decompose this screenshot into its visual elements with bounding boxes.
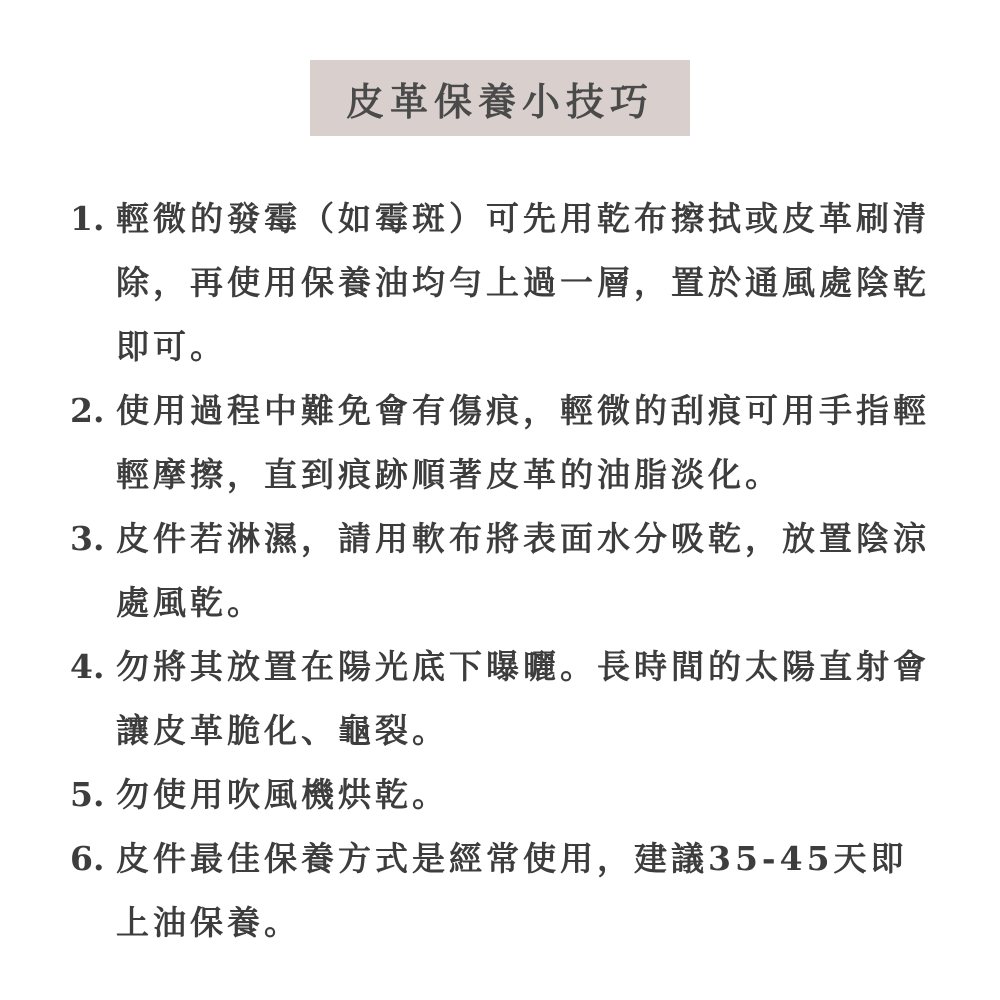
tip-text: 勿使用吹風機烘乾。	[116, 775, 449, 814]
tips-list	[70, 187, 930, 955]
tip-text: 勿將其放置在陽光底下曝曬。長時間的太陽直射會讓皮革脆化、龜裂。	[116, 647, 930, 750]
tip-number: 1.	[70, 199, 105, 238]
list-item	[70, 187, 930, 379]
tip-number: 6.	[70, 839, 105, 878]
tip-text: 輕微的發霉（如霉斑）可先用乾布擦拭或皮革刷清除，再使用保養油均勻上過一層，置於通風處陰乾即可。	[116, 199, 930, 366]
tip-text: 使用過程中難免會有傷痕，輕微的刮痕可用手指輕輕摩擦，直到痕跡順著皮革的油脂淡化。	[116, 391, 930, 494]
list-item	[70, 763, 930, 827]
list-item	[70, 507, 930, 635]
title-banner	[310, 60, 690, 136]
page-title: 皮革保養小技巧	[345, 78, 654, 124]
tip-number: 4.	[70, 647, 105, 686]
list-item	[70, 635, 930, 763]
list-item	[70, 379, 930, 507]
tip-number: 2.	[70, 391, 105, 430]
tip-text: 皮件若淋濕，請用軟布將表面水分吸乾，放置陰涼處風乾。	[116, 519, 930, 622]
list-item	[70, 827, 930, 955]
tip-text: 皮件最佳保養方式是經常使用，建議35-45天即上油保養。	[116, 839, 908, 942]
tip-number: 3.	[70, 519, 105, 558]
tip-number: 5.	[70, 775, 105, 814]
